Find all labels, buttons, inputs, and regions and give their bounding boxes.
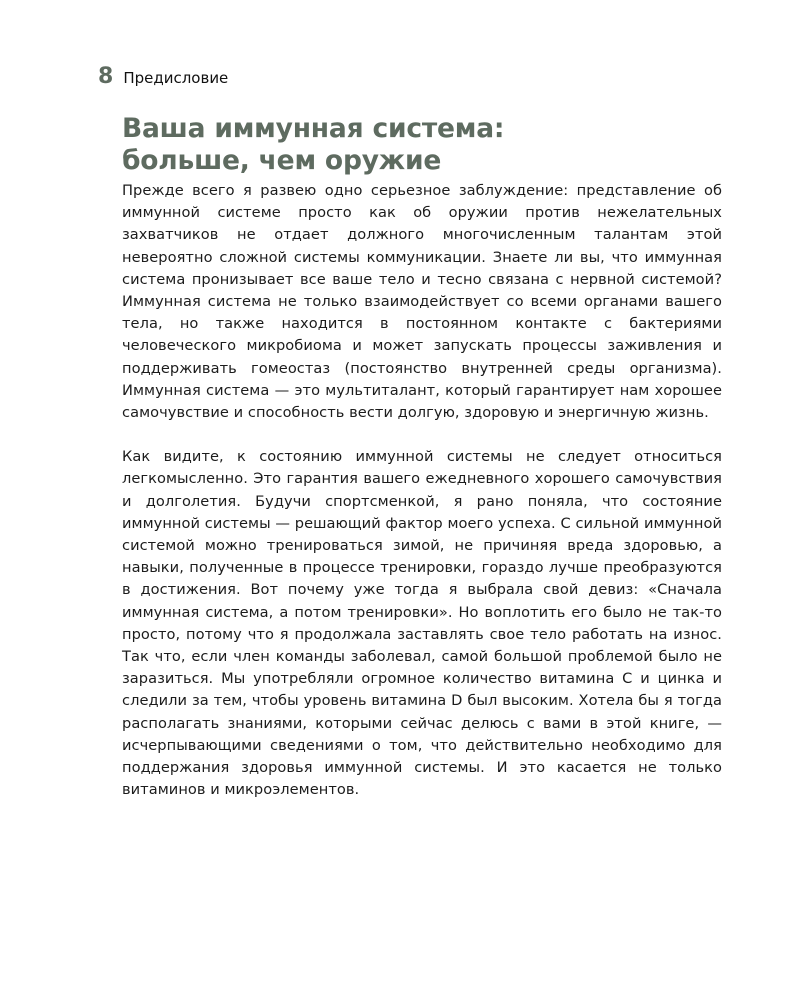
running-head xyxy=(98,64,228,89)
paragraph: Прежде всего я развею одно серьезное заблуждение: представление об иммунной системе просто как об оружии против нежелательных захватчиков не отдает должного многочисленным талантам этой невероятно сложной системы коммуникации. Знаете ли вы, что иммунная система пронизывает все ваше тело и тесно связана с нервной системой? Иммунная система не только взаимодействует со всеми органами вашего тела, но также находится в постоянном контакте с бактериями человеческого микробиома и может запускать процессы заживления и поддерживать гомеостаз (постоянство внутренней среды организма). Иммунная система — это мультиталант, который гарантирует нам хорошее самочувствие и способность вести долгую, здоровую и энергичную жизнь. xyxy=(122,182,722,422)
heading-line-1: Ваша иммунная система: xyxy=(122,113,505,144)
body-text xyxy=(122,180,722,801)
page-number: 8 xyxy=(98,64,114,89)
section-title: Предисловие xyxy=(123,69,229,87)
paragraph: Как видите, к состоянию иммунной системы не следует относиться легкомысленно. Это гарантия вашего ежедневного хорошего самочувствия и долголетия. Будучи спортсменкой, я рано поняла, что состояние иммунной системы — решающий фактор моего успеха. С сильной иммунной системой можно тренироваться зимой, не причиняя вреда здоровью, а навыки, полученные в процессе тренировки, гораздо лучше преобразуются в достижения. Вот почему уже тогда я выбрала свой девиз: «Сначала иммунная система, а потом тренировки». Но воплотить его было не так-то просто, потому что я продолжала заставлять свое тело работать на износ. Так что, если член команды заболевал, самой большой проблемой было не заразиться. Мы употребляли огромное количество витамина C и цинка и следили за тем, чтобы уровень витамина D был высоким. Хотела бы я тогда располагать знаниями, которыми сейчас делюсь с вами в этой книге, — исчерпывающими сведениями о том, что действительно необходимо для поддержания здоровья иммунной системы. И это касается не только витаминов и микроэлементов. xyxy=(122,448,722,799)
heading-line-2: больше, чем оружие xyxy=(122,145,442,176)
chapter-heading xyxy=(122,113,722,177)
